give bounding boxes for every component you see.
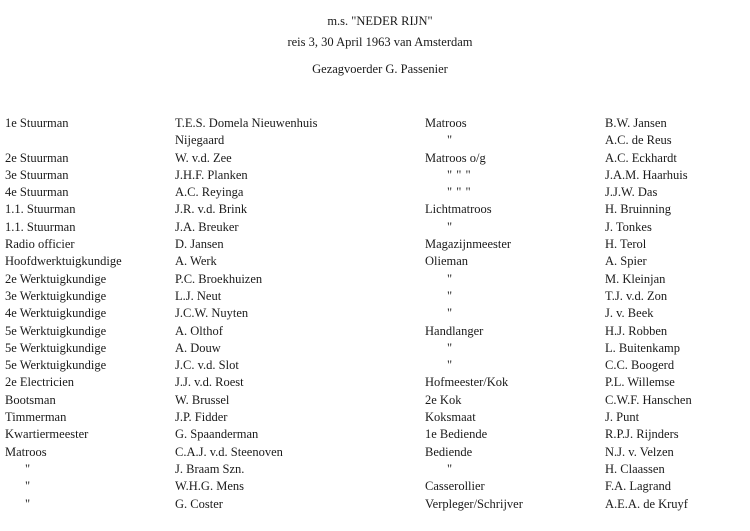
crew-name: T.E.S. Domela Nieuwenhuis: [175, 116, 318, 130]
crew-rank: Verpleger/Schrijver: [425, 496, 523, 511]
crew-name: J.C. v.d. Slot: [175, 358, 239, 373]
crew-name: Nijegaard: [175, 133, 225, 148]
crew-rank: " " ": [447, 185, 472, 200]
right-rank-column: [425, 115, 605, 513]
voyage-line: reis 3, 30 April 1963 van Amsterdam: [287, 35, 473, 49]
crew-name: T.J. v.d. Zon: [605, 288, 668, 303]
crew-name: L. Buitenkamp: [605, 340, 680, 355]
crew-rank: Kwartiermeester: [5, 427, 89, 442]
crew-name: A.C. Reyinga: [175, 185, 244, 200]
crew-rank: Timmerman: [5, 410, 67, 425]
left-rank-column: [5, 115, 170, 513]
crew-rank: " " ": [447, 167, 472, 182]
crew-name: J.A.M. Haarhuis: [605, 167, 688, 182]
crew-name: J.H.F. Planken: [175, 167, 248, 182]
crew-name: G. Coster: [175, 496, 223, 511]
crew-rank: ": [447, 358, 453, 373]
crew-rank: ": [447, 340, 453, 355]
crew-name: W. v.d. Zee: [175, 150, 232, 165]
crew-name: H. Terol: [605, 237, 647, 252]
left-name-column: [175, 115, 425, 513]
crew-rank: Olieman: [425, 254, 469, 269]
crew-rank: ": [447, 219, 453, 234]
crew-rank: Matroos: [425, 116, 467, 130]
crew-name: J.A. Breuker: [175, 219, 239, 234]
crew-name: A.E.A. de Kruyf: [605, 496, 688, 511]
crew-name: C.C. Boogerd: [605, 358, 675, 373]
crew-rank: 2e Kok: [425, 392, 462, 407]
crew-name: J.R. v.d. Brink: [175, 202, 248, 217]
crew-name: W.H.G. Mens: [175, 479, 244, 494]
right-name-column: [605, 115, 750, 513]
crew-name: F.A. Lagrand: [605, 479, 671, 494]
crew-rank: 2e Stuurman: [5, 150, 69, 165]
crew-rank: Hoofdwerktuigkundige: [5, 254, 122, 269]
crew-rank: ": [447, 271, 453, 286]
crew-rank: ": [447, 133, 453, 148]
crew-name: A. Douw: [175, 340, 221, 355]
crew-rank: 3e Werktuigkundige: [5, 288, 107, 303]
captain-line: Gezagvoerder G. Passenier: [312, 62, 448, 76]
crew-rank: Hofmeester/Kok: [425, 375, 509, 390]
crew-name: W. Brussel: [175, 392, 230, 407]
crew-rank: Matroos: [5, 444, 47, 459]
crew-name: J.P. Fidder: [175, 410, 228, 425]
crew-name: M. Kleinjan: [605, 271, 666, 286]
crew-name: B.W. Jansen: [605, 116, 667, 130]
crew-name: J.C.W. Nuyten: [175, 306, 249, 321]
crew-name: G. Spaanderman: [175, 427, 259, 442]
crew-rank: Koksmaat: [425, 410, 476, 425]
crew-roster: [0, 115, 750, 525]
crew-name: A.C. de Reus: [605, 133, 672, 148]
crew-rank: ": [447, 288, 453, 303]
crew-name: A.C. Eckhardt: [605, 150, 677, 165]
ship-name: m.s. "NEDER RIJN": [327, 14, 433, 28]
crew-name: R.P.J. Rijnders: [605, 427, 679, 442]
crew-name: J. Braam Szn.: [175, 461, 245, 476]
crew-name: J. v. Beek: [605, 306, 654, 321]
crew-rank: 5e Werktuigkundige: [5, 323, 107, 338]
crew-rank: 1.1. Stuurman: [5, 219, 76, 234]
crew-rank: [5, 132, 170, 149]
crew-rank: Lichtmatroos: [425, 202, 492, 217]
crew-rank: 1e Bediende: [425, 427, 488, 442]
crew-rank: 2e Werktuigkundige: [5, 271, 107, 286]
crew-name: J. Tonkes: [605, 219, 652, 234]
crew-name: A. Werk: [175, 254, 217, 269]
crew-rank: ": [447, 461, 453, 476]
crew-name: C.A.J. v.d. Steenoven: [175, 444, 283, 459]
crew-rank: Magazijnmeester: [425, 237, 512, 252]
crew-name: A. Spier: [605, 254, 647, 269]
crew-rank: ": [25, 461, 31, 476]
crew-rank: 4e Stuurman: [5, 185, 69, 200]
crew-name: H.J. Robben: [605, 323, 668, 338]
crew-name: D. Jansen: [175, 237, 224, 252]
crew-name: P.L. Willemse: [605, 375, 675, 390]
crew-name: C.W.F. Hanschen: [605, 392, 692, 407]
crew-name: H. Claassen: [605, 461, 665, 476]
crew-rank: 2e Electricien: [5, 375, 75, 390]
crew-name: A. Olthof: [175, 323, 223, 338]
crew-name: P.C. Broekhuizen: [175, 271, 263, 286]
crew-rank: ": [25, 496, 31, 511]
crew-name: L.J. Neut: [175, 288, 222, 303]
crew-name: J. Punt: [605, 410, 640, 425]
crew-rank: 1.1. Stuurman: [5, 202, 76, 217]
crew-rank: Bediende: [425, 444, 473, 459]
crew-rank: Casserollier: [425, 479, 485, 494]
crew-rank: 3e Stuurman: [5, 167, 69, 182]
crew-rank: 4e Werktuigkundige: [5, 306, 107, 321]
crew-rank: Radio officier: [5, 237, 75, 252]
crew-name: H. Bruinning: [605, 202, 671, 217]
crew-rank: ": [447, 306, 453, 321]
crew-rank: ": [25, 479, 31, 494]
crew-rank: 5e Werktuigkundige: [5, 340, 107, 355]
crew-rank: 1e Stuurman: [5, 116, 69, 130]
crew-name: J.J.W. Das: [605, 185, 658, 200]
crew-rank: Matroos o/g: [425, 150, 486, 165]
crew-rank: Handlanger: [425, 323, 484, 338]
crew-name: J.J. v.d. Roest: [175, 375, 244, 390]
crew-name: N.J. v. Velzen: [605, 444, 674, 459]
crew-rank: 5e Werktuigkundige: [5, 358, 107, 373]
crew-rank: Bootsman: [5, 392, 56, 407]
